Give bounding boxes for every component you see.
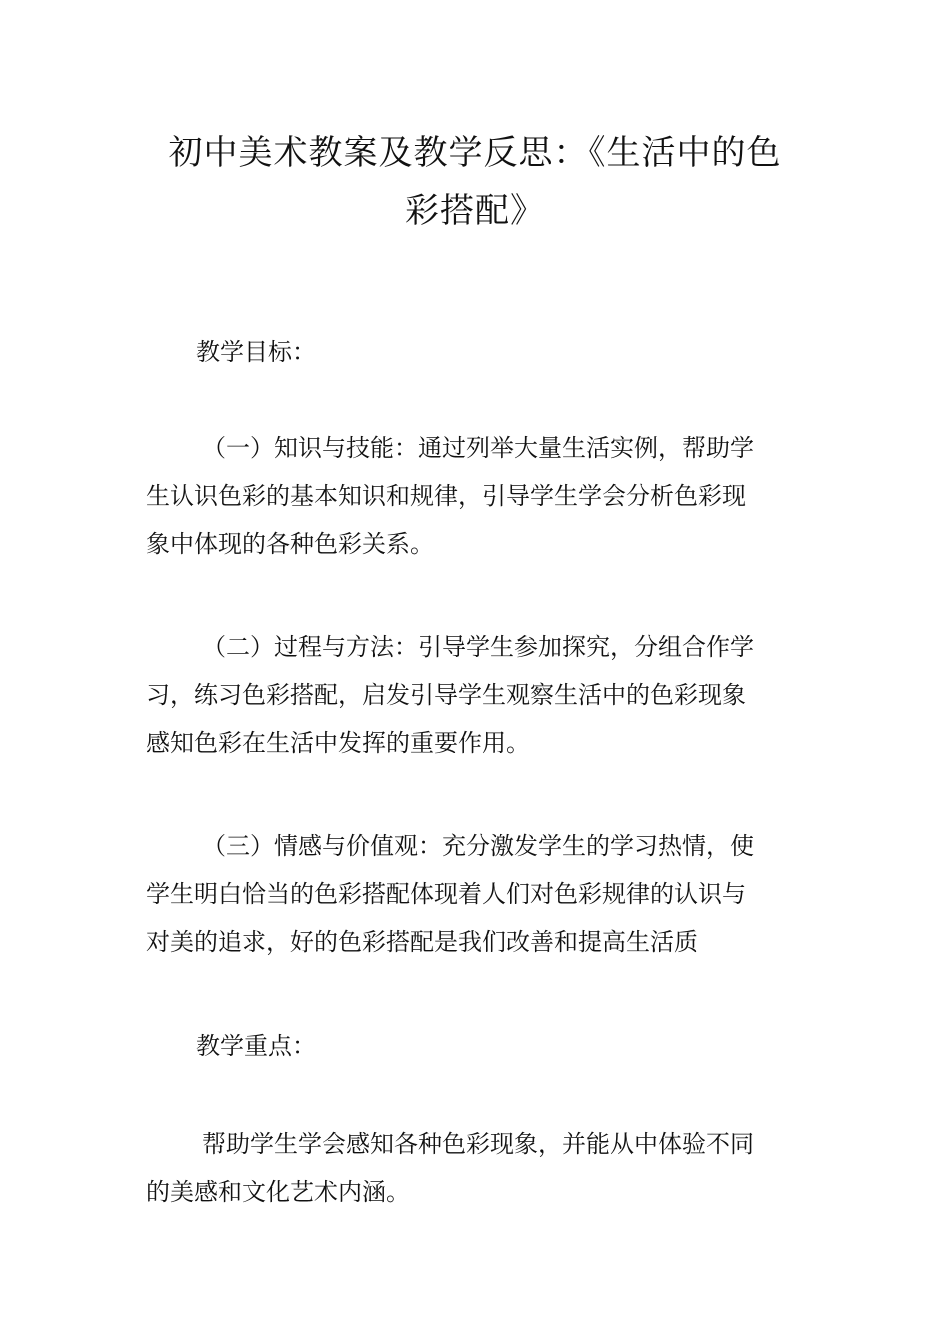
- paragraph-line: 生认识色彩的基本知识和规律，引导学生学会分析色彩现: [146, 482, 746, 510]
- document-title: [140, 124, 810, 240]
- paragraph-line: （一）知识与技能：通过列举大量生活实例，帮助学: [202, 434, 754, 462]
- paragraph-line: 象中体现的各种色彩关系。: [146, 530, 434, 558]
- objective-process-paragraph: [146, 623, 810, 767]
- paragraph-line: 习，练习色彩搭配，启发引导学生观察生活中的色彩现象: [146, 681, 746, 709]
- title-line-1: 初中美术教案及教学反思：《生活中的色: [168, 133, 782, 173]
- key-points-heading: 教学重点：: [196, 1032, 316, 1060]
- objectives-heading: 教学目标：: [196, 338, 316, 366]
- paragraph-line: 帮助学生学会感知各种色彩现象，并能从中体验不同: [202, 1130, 754, 1158]
- paragraph-line: 对美的追求，好的色彩搭配是我们改善和提高生活质: [146, 928, 698, 956]
- title-line-2: 彩搭配》: [405, 191, 545, 231]
- paragraph-line: 的美感和文化艺术内涵。: [146, 1178, 410, 1206]
- paragraph-line: （三）情感与价值观：充分激发学生的学习热情，使: [202, 832, 754, 860]
- objective-values-paragraph: [146, 822, 810, 966]
- key-points-paragraph: [146, 1120, 810, 1216]
- objective-knowledge-paragraph: [146, 424, 810, 568]
- paragraph-line: 学生明白恰当的色彩搭配体现着人们对色彩规律的认识与: [146, 880, 746, 908]
- paragraph-line: （二）过程与方法：引导学生参加探究，分组合作学: [202, 633, 754, 661]
- paragraph-line: 感知色彩在生活中发挥的重要作用。: [146, 729, 530, 757]
